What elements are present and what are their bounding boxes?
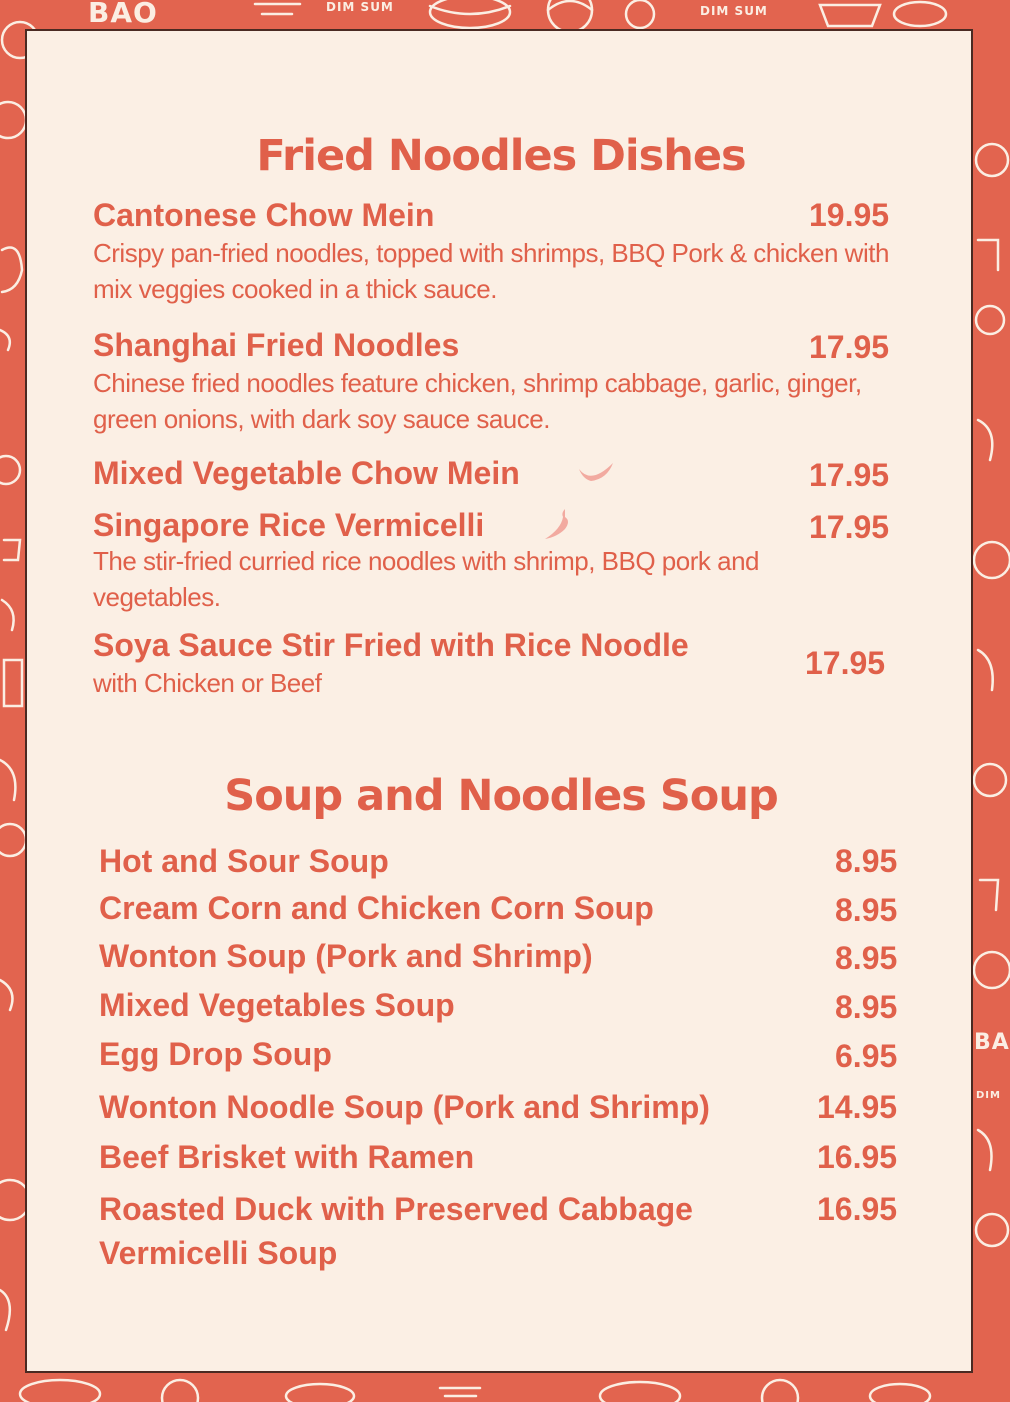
soup-item-name: Mixed Vegetables Soup (99, 987, 455, 1023)
soup-item-name: Cream Corn and Chicken Corn Soup (99, 890, 654, 926)
menu-item-name: Soya Sauce Stir Fried with Rice Noodle (93, 627, 689, 663)
menu-item-name: Cantonese Chow Mein (93, 197, 435, 233)
soup-item-price: 8.95 (835, 843, 898, 879)
menu-card (25, 29, 973, 1373)
soup-item-price: 14.95 (817, 1089, 898, 1125)
menu-item-price: 17.95 (809, 509, 890, 545)
soup-item-price: 8.95 (835, 892, 898, 928)
soup-item-name: Wonton Noodle Soup (Pork and Shrimp) (99, 1089, 710, 1125)
menu-item-name: Singapore Rice Vermicelli (93, 507, 485, 543)
menu-item-name: Mixed Vegetable Chow Mein (93, 455, 520, 491)
menu-item-price: 17.95 (809, 329, 890, 365)
soup-item-name-continued: Vermicelli Soup (99, 1235, 338, 1271)
menu-item-description: Chinese fried noodles feature chicken, shrimp cabbage, garlic, ginger, green onions, with dark soy sauce sauce. (93, 368, 862, 434)
soup-item-name: Beef Brisket with Ramen (99, 1139, 475, 1175)
soup-item-price: 6.95 (835, 1038, 898, 1074)
brand-text-bao: BAO (88, 0, 158, 29)
soup-item-name: Roasted Duck with Preserved Cabbage (99, 1191, 693, 1227)
menu-item-description: The stir-fried curried rice noodles with shrimp, BBQ pork and vegetables. (93, 546, 759, 612)
menu-item-price: 17.95 (805, 645, 886, 681)
section-title-soups: Soup and Noodles Soup (224, 771, 778, 821)
brand-text-dimsum: DIM SUM (700, 4, 768, 18)
menu-item-description: with Chicken or Beef (93, 668, 322, 698)
soup-item-name: Hot and Sour Soup (99, 843, 389, 879)
leaf-icon (577, 459, 617, 485)
chili-icon (539, 507, 571, 543)
soup-item-name: Wonton Soup (Pork and Shrimp) (99, 938, 593, 974)
soup-item-price: 8.95 (835, 940, 898, 976)
soup-item-name: Egg Drop Soup (99, 1036, 332, 1072)
soup-item-price: 8.95 (835, 989, 898, 1025)
menu-item-name: Shanghai Fried Noodles (93, 327, 460, 363)
soup-item-price: 16.95 (817, 1191, 898, 1227)
menu-item-price: 17.95 (809, 457, 890, 493)
menu-item-description: Crispy pan-fried noodles, topped with shrimps, BBQ Pork & chicken with mix veggies cooked in a thick sauce. (93, 238, 889, 304)
brand-text-dim: DIM (976, 1090, 1001, 1101)
menu-item-price: 19.95 (809, 197, 890, 233)
section-title-fried-noodles: Fried Noodles Dishes (256, 131, 746, 181)
brand-text-dimsum: DIM SUM (326, 0, 394, 14)
soup-item-price: 16.95 (817, 1139, 898, 1175)
brand-text-ba: BA (974, 1030, 1010, 1055)
